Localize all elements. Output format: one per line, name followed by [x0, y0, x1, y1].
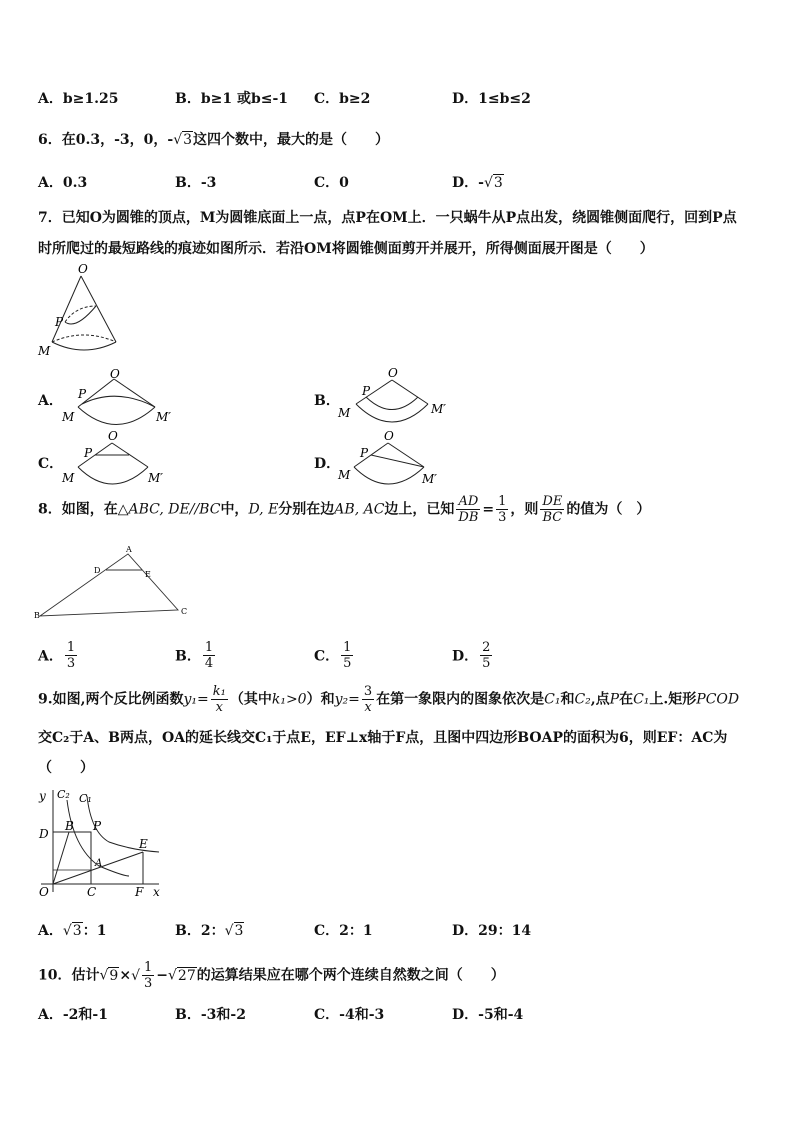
label-f: F: [135, 885, 144, 899]
label-e: E: [139, 837, 148, 851]
frac-numerator: 1: [204, 640, 214, 655]
q6-option-d[interactable]: [452, 172, 504, 192]
option-fraction: [341, 640, 353, 671]
option-sqrt-arg: 3: [72, 923, 82, 939]
sector-arc: [78, 407, 155, 425]
label-m-prime: M′: [148, 471, 164, 485]
frac-numerator: 1: [343, 640, 352, 655]
label-p: P: [360, 446, 369, 460]
frac-numerator: DE: [542, 494, 563, 509]
q7-option-c-figure[interactable]: [60, 427, 180, 493]
label-c: C: [87, 885, 97, 899]
cone-base-back: [52, 335, 116, 342]
option-fraction: [203, 640, 215, 671]
q9-point-p: P: [609, 691, 620, 708]
label-o: O: [384, 429, 394, 443]
sector-arc: [78, 467, 148, 484]
q10-sqrt-27-arg: 27: [177, 967, 196, 984]
q10-sqrt-27: √27: [168, 967, 196, 984]
option-prefix: A．: [38, 923, 63, 939]
label-o: O: [388, 366, 398, 380]
q6-option-b[interactable]: B．-3: [175, 175, 217, 191]
option-sqrt-arg: 3: [234, 923, 244, 939]
frac-numerator: 2: [482, 640, 491, 655]
q9-part-g: 上.矩形: [649, 691, 697, 708]
frac-numerator: AD: [456, 494, 480, 510]
q8-options: [38, 640, 598, 680]
cone-label-o: O: [78, 262, 88, 276]
triangle-abc: [40, 554, 178, 616]
q8-frac-de-bc: [540, 494, 564, 525]
sector-arc: [356, 404, 428, 422]
q9-k1-positive: k₁>0: [271, 691, 307, 708]
sector-right-radius: [392, 380, 428, 404]
q7-option-c-letter[interactable]: C．: [38, 456, 64, 472]
label-e: E: [145, 570, 151, 579]
q7-option-b-figure[interactable]: [336, 364, 456, 432]
q8-stem-part-d: 边上，已知: [384, 501, 455, 518]
rectangle-pcod: [53, 832, 91, 884]
label-m-prime: M′: [431, 402, 447, 416]
q9-stem-line2: 交C₂于A、B两点，OA的延长线交C₁于点E，EF⊥x轴于F点，且图中四边形BOAP的面积为6，则EF：AC为: [38, 730, 728, 746]
q9-c2: C₂: [574, 691, 591, 708]
q8-option-d[interactable]: [452, 640, 494, 671]
q9-stem-line1: [38, 684, 739, 715]
sector-path: [371, 455, 424, 467]
label-b: B: [65, 819, 74, 833]
q9-frac-3-x: [362, 684, 374, 715]
q7-stem-line1: 7．已知O为圆锥的顶点，M为圆锥底面上一点，点P在OM上．一只蜗牛从P点出发，绕圆锥侧面爬行，回到P点: [38, 210, 737, 226]
label-y-axis: y: [39, 789, 46, 803]
option-letter: D．: [452, 648, 479, 665]
label-d: D: [39, 827, 49, 841]
q8-stem-math2: D, E: [248, 501, 279, 518]
frac-denominator: 3: [66, 656, 76, 671]
frac-denominator: x: [215, 700, 223, 715]
q8-option-c[interactable]: [314, 640, 355, 671]
cone-label-p: P: [55, 315, 64, 329]
cone-label-m: M: [38, 344, 51, 358]
q8-stem-part-e: ，则: [510, 501, 539, 518]
q9-c1: C₁: [544, 691, 561, 708]
q8-frac-one-third: [496, 494, 508, 525]
q10-stem: [38, 960, 505, 991]
label-p: P: [93, 819, 102, 833]
q6-option-d-prefix: D．-: [452, 175, 484, 191]
q5-option-b[interactable]: B．b≥1 或b≤-1: [175, 91, 289, 107]
label-d: D: [94, 566, 101, 575]
label-m: M: [338, 468, 351, 482]
q10-option-a[interactable]: A．-2和-1: [38, 1007, 108, 1023]
option-fraction: [480, 640, 492, 671]
q8-stem-part-f: 的值为（ ）: [566, 501, 651, 518]
label-o: O: [110, 367, 120, 381]
q6-sqrt: √3: [173, 132, 193, 148]
q7-cone-figure: [36, 262, 126, 362]
frac-denominator: x: [364, 700, 372, 715]
label-p: P: [362, 384, 371, 398]
q7-option-d-letter[interactable]: D．: [314, 456, 341, 472]
q8-frac-ad-db: [456, 494, 480, 525]
sector-path: [82, 396, 155, 407]
q7-option-b-letter[interactable]: B．: [314, 393, 340, 409]
q9-c1-again: C₁: [633, 691, 650, 708]
label-m-prime: M′: [156, 410, 172, 424]
frac-denominator: 3: [498, 510, 507, 525]
cone-base-front: [52, 342, 116, 350]
q9-stem-line3: （ ）: [38, 760, 94, 776]
label-m: M: [62, 471, 75, 485]
q10-option-c[interactable]: C．-4和-3: [314, 1007, 385, 1023]
option-suffix: ：1: [82, 923, 107, 939]
q10-part-a: 10．估计: [38, 967, 100, 984]
q6-stem-part-b: 这四个数中，最大的是（ ）: [193, 132, 390, 148]
q9-part-a: 9.如图,两个反比例函数: [38, 691, 184, 708]
frac-denominator: 3: [143, 976, 153, 991]
q8-stem-math1: △ABC, DE//BC: [117, 501, 221, 518]
label-c1: C₁: [79, 792, 92, 805]
frac-denominator: 4: [204, 656, 214, 671]
frac-numerator: 1: [143, 960, 153, 975]
sector-path: [366, 397, 418, 410]
option-letter: B．: [175, 648, 201, 665]
q5-option-d[interactable]: D．1≤b≤2: [452, 91, 531, 107]
q9-frac-k1-x: [211, 684, 228, 715]
q9-y1: y₁=: [183, 691, 209, 708]
q9-y2: y₂=: [334, 691, 360, 708]
q9-and: 和: [560, 691, 575, 708]
label-m-prime: M′: [422, 472, 438, 486]
q10-option-b[interactable]: B．-3和-2: [175, 1007, 246, 1023]
option-sqrt: √3: [62, 923, 82, 939]
q6-option-a[interactable]: A．0.3: [38, 175, 88, 191]
q7-option-a-letter[interactable]: A．: [38, 393, 63, 409]
label-c2: C₂: [57, 788, 70, 801]
q10-sqrt-frac: √ $\frac{1}{3}$: [131, 960, 153, 991]
frac-numerator: k₁: [212, 684, 226, 699]
q10-sqrt-9-arg: 9: [109, 967, 119, 984]
q7-stem-line2: 时所爬过的最短路线的痕迹如图所示．若沿OM将圆锥侧面剪开并展开，所得侧面展开图是（ ）: [38, 241, 654, 257]
q10-times: ×: [119, 967, 132, 984]
option-sqrt: √3: [224, 923, 244, 939]
q9-part-d: 在第一象限内的图象依次是: [376, 691, 545, 708]
q6-option-c[interactable]: C．0: [314, 175, 349, 191]
label-x-axis: x: [153, 885, 160, 899]
q9-graph-figure: [33, 786, 168, 901]
frac-numerator: 3: [363, 684, 373, 699]
frac-denominator: 5: [482, 656, 491, 671]
frac-denominator: BC: [542, 510, 563, 525]
frac-numerator: 1: [498, 494, 507, 509]
sector-right-radius: [114, 379, 155, 407]
option-letter: C．: [314, 648, 340, 665]
q8-option-a[interactable]: [38, 640, 79, 671]
label-b: B: [34, 611, 40, 620]
q7-option-d-figure[interactable]: [336, 427, 456, 493]
q8-stem-part-c: 分别在边: [278, 501, 335, 518]
q6-sqrt-arg: 3: [183, 132, 193, 148]
q8-equals: =: [482, 501, 495, 518]
cone-left-edge: [52, 276, 81, 342]
q9-part-e: ,点: [590, 691, 610, 708]
q9-part-c: ）和: [306, 691, 335, 708]
option-fraction: [65, 640, 77, 671]
q6-stem-part-a: 6．在0.3，-3，0，-: [38, 132, 174, 148]
q5-option-a[interactable]: A．b≥1.25: [38, 91, 119, 107]
q9-option-d[interactable]: D．29：14: [452, 923, 532, 939]
q10-option-d[interactable]: D．-5和-4: [452, 1007, 524, 1023]
q6-option-d-sqrt: √3: [483, 175, 503, 191]
option-prefix: B．2：: [175, 923, 225, 939]
label-a: A: [126, 545, 132, 554]
label-p: P: [84, 446, 93, 460]
q8-stem-math3: AB, AC: [334, 501, 385, 518]
frac-numerator: 1: [66, 640, 76, 655]
q8-option-b[interactable]: [175, 640, 217, 671]
q7-option-a-figure[interactable]: [60, 367, 180, 429]
label-o: O: [39, 885, 49, 899]
label-p: P: [78, 387, 87, 401]
q10-frac: [142, 960, 154, 991]
sector-arc: [354, 467, 424, 484]
q8-stem-part-a: 8．如图，在: [38, 501, 118, 518]
q10-sqrt-9: √9: [99, 967, 119, 984]
label-a: A: [95, 858, 103, 869]
cone-right-edge: [81, 276, 116, 342]
label-m: M: [338, 406, 351, 420]
q10-part-b: 的运算结果应在哪个两个连续自然数之间（ ）: [196, 967, 505, 984]
frac-denominator: DB: [458, 510, 479, 525]
snail-path-back: [65, 306, 96, 322]
q8-stem-part-b: 中，: [220, 501, 249, 518]
q9-part-f: 在: [619, 691, 634, 708]
q8-stem: [38, 494, 650, 525]
q9-part-b: （其中: [229, 691, 272, 708]
q10-minus: −: [156, 967, 168, 984]
q9-option-c[interactable]: C．2：1: [314, 923, 373, 939]
label-c: C: [181, 607, 188, 616]
q5-option-c[interactable]: C．b≥2: [314, 91, 371, 107]
label-o: O: [108, 429, 118, 443]
frac-denominator: 5: [343, 656, 352, 671]
line-ob: [53, 832, 69, 884]
label-m: M: [62, 410, 75, 424]
option-letter: A．: [38, 648, 63, 665]
q8-triangle-figure: [34, 542, 194, 624]
q9-pcod: PCOD: [696, 691, 740, 708]
q9-option-b[interactable]: [175, 920, 244, 940]
q9-option-a[interactable]: [38, 920, 106, 940]
q6-stem: [38, 129, 389, 149]
q6-option-d-sqrt-arg: 3: [493, 175, 503, 191]
